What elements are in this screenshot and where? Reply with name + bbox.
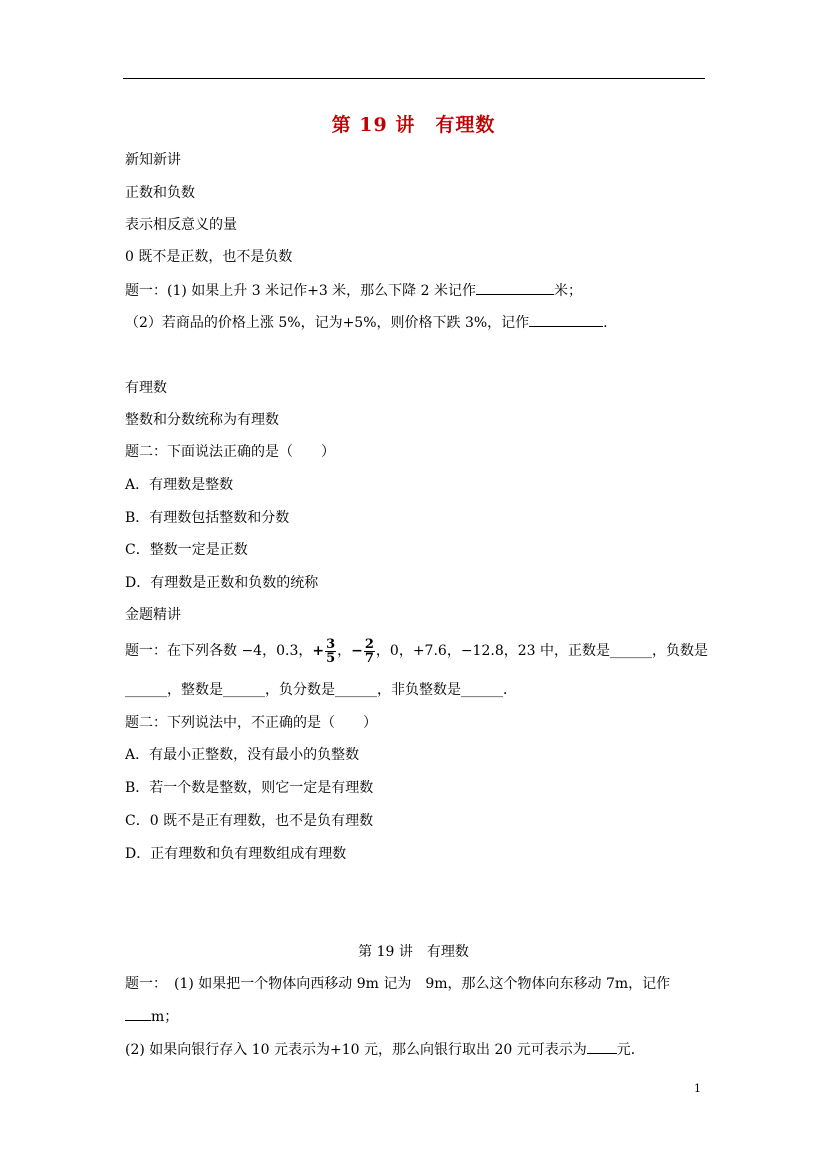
question-unit: 米； [553,283,582,299]
text-zero-definition: 0 既不是正数，也不是负数 [125,249,293,265]
gold-option-c: C．0 既不是正有理数，也不是负有理数 [125,813,374,829]
comma: ， [337,643,352,659]
page-number: 1 [694,1082,701,1095]
header-rule [123,78,705,79]
answer-blank [587,1039,617,1054]
fraction-denominator: 5 [326,650,336,666]
minus-sign: − [351,643,363,659]
fraction-two-sevenths [364,638,375,665]
question-1-part-1 [125,280,582,301]
option-a: A．有理数是整数 [125,477,234,493]
gold-question-1 [125,636,708,666]
answer-question-1-part-1-blank [125,1006,178,1027]
gold-question-2-stem: 题二：下列说法中，不正确的是（ ） [125,715,377,731]
fraction-numerator: 3 [326,636,336,652]
gold-option-d: D．正有理数和负有理数组成有理数 [125,846,347,862]
fraction-denominator: 7 [364,650,374,666]
question-text: 题一：在下列各数 −4，0.3， [125,643,313,659]
text-opposite-meaning: 表示相反意义的量 [125,217,237,233]
question-end: . [603,315,608,331]
gold-option-a: A．有最小正整数，没有最小的负整数 [125,747,360,763]
question-text: 题一：(1) 如果上升 3 米记作+3 米，那么下降 2 米记作 [125,283,476,299]
text-rational-definition: 整数和分数统称为有理数 [125,412,279,428]
answer-question-1-part-1: 题一： (1) 如果把一个物体向西移动 9m 记为 9m，那么这个物体向东移动 7m，记作 [125,976,671,992]
section-heading-new-knowledge: 新知新讲 [125,152,181,168]
section-heading-gold-problems: 金题精讲 [125,607,181,623]
answer-blank [529,312,603,327]
answer-section-title: 第 19 讲 有理数 [358,944,469,960]
question-text-continued: ，0，+7.6，−12.8，23 中，正数是______，负数是 [375,643,708,659]
fraction-three-fifths [325,638,336,665]
answer-unit: m； [151,1009,179,1025]
answer-blank [125,1006,151,1021]
page-title: 第 19 讲 有理数 [331,114,496,136]
answer-unit: 元． [616,1042,645,1058]
question-1-part-2 [125,312,608,333]
plus-sign: + [312,643,325,659]
answer-question-1-part-2 [125,1039,645,1060]
option-c: C．整数一定是正数 [125,542,248,558]
fraction-numerator: 2 [364,636,374,652]
option-b: B．有理数包括整数和分数 [125,510,290,526]
question-text: (2) 如果向银行存入 10 元表示为+10 元，那么向银行取出 20 元可表示为 [125,1042,587,1058]
gold-option-b: B．若一个数是整数，则它一定是有理数 [125,780,374,796]
topic-rational-numbers: 有理数 [125,380,167,396]
option-d: D．有理数是正数和负数的统称 [125,575,319,591]
topic-positive-negative: 正数和负数 [125,185,195,201]
question-text: （2）若商品的价格上涨 5%，记为+5%，则价格下跌 3%，记作 [125,315,530,331]
answer-blank [476,280,554,295]
question-2-stem: 题二：下面说法正确的是（ ） [125,444,335,460]
gold-question-1-continued: ______，整数是______，负分数是______，非负整数是______． [125,682,517,698]
